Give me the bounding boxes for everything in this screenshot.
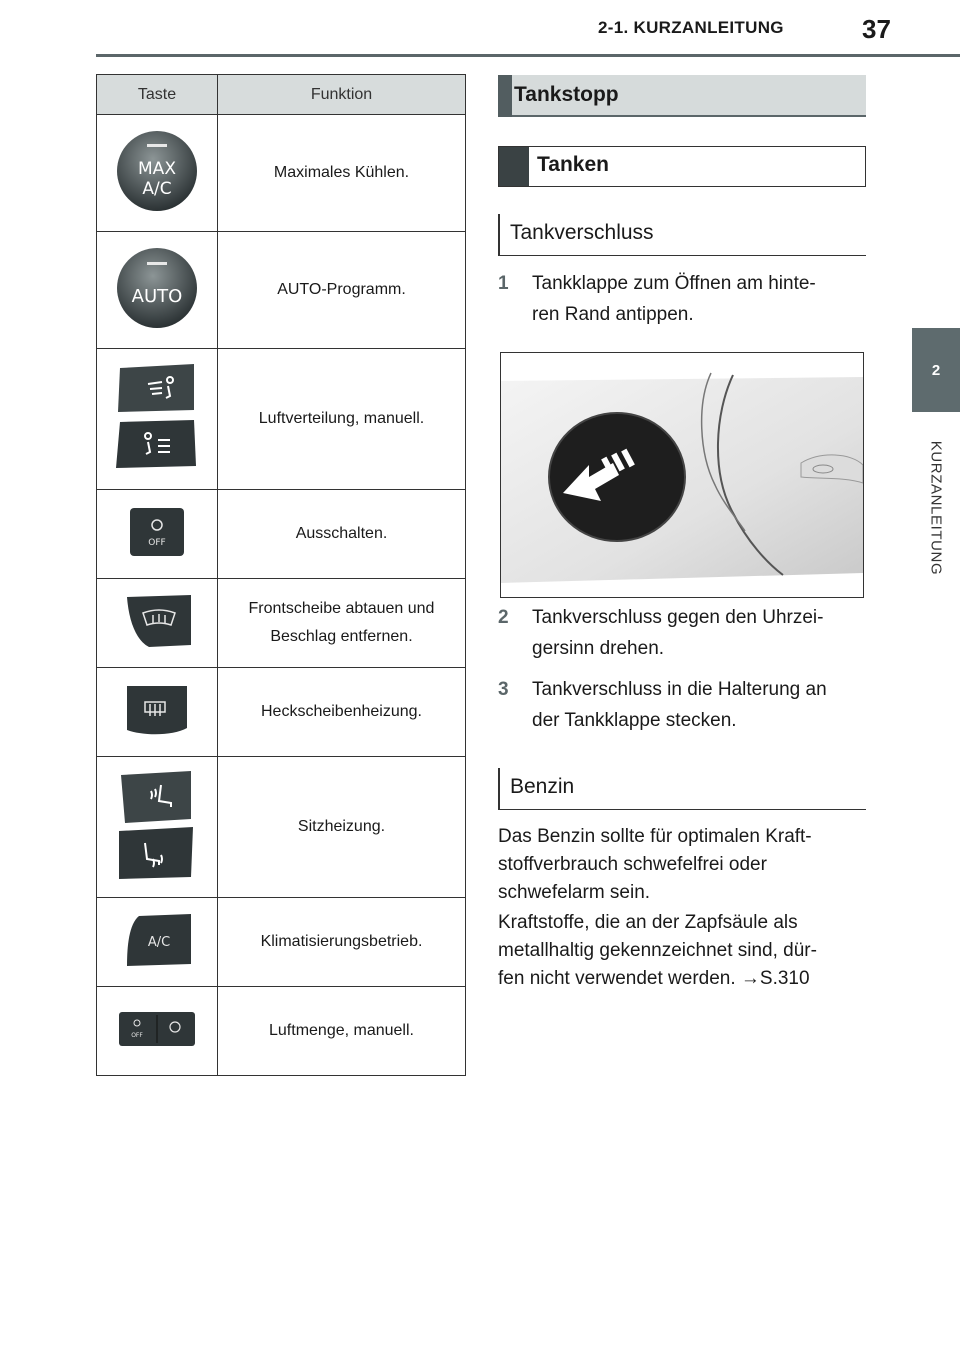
column-header-funktion: Funktion: [218, 75, 466, 115]
table-row: [97, 668, 466, 757]
table-header-row: [97, 75, 466, 115]
paragraph-line: Das Benzin sollte für optimalen Kraft-: [498, 826, 812, 847]
heading-bar: [498, 75, 512, 117]
step-number: 1: [498, 273, 509, 294]
seat-heating-buttons-icon: [97, 757, 218, 898]
step-item: [498, 268, 858, 330]
function-text: Klimatisierungsbetrieb.: [260, 933, 423, 950]
section-title: Tankstopp: [514, 83, 619, 106]
subsection-heading-tanken: [498, 146, 866, 187]
table-row: [97, 115, 466, 232]
column-header-taste: Taste: [97, 75, 218, 115]
table-row: [97, 898, 466, 987]
step-item: [498, 674, 858, 736]
function-text: Luftmenge, manuell.: [269, 1022, 414, 1039]
paragraph: [498, 909, 858, 993]
step-text-line: Tankklappe zum Öffnen am hinte-: [532, 273, 816, 294]
table-row: [97, 987, 466, 1076]
table-row: [97, 349, 466, 490]
function-text: Heckscheibenheizung.: [261, 703, 422, 720]
step-text-line: der Tankklappe stecken.: [532, 710, 737, 731]
function-text: Luftverteilung, manuell.: [258, 410, 425, 427]
air-distribution-buttons-icon: [97, 349, 218, 490]
step-text-line: ren Rand antippen.: [532, 304, 694, 325]
function-text: Sitzheizung.: [297, 818, 386, 835]
chapter-label: KURZANLEITUNG: [927, 440, 945, 576]
heading-bar: [499, 147, 529, 186]
step-text-line: Tankverschluss gegen den Uhrzei-: [532, 607, 824, 628]
step-item: [498, 602, 858, 664]
header-rule: [96, 54, 960, 57]
svg-text:OFF: OFF: [148, 537, 166, 548]
running-header: 2-1. KURZANLEITUNG: [598, 18, 784, 37]
svg-text:A/C: A/C: [147, 934, 171, 950]
rear-window-heating-button-icon: [97, 668, 218, 757]
paragraph-line: Kraftstoffe, die an der Zapfsäule als: [498, 912, 798, 933]
paragraph-line[interactable]: fen nicht verwendet werden. →S.310: [498, 968, 810, 989]
chapter-tab[interactable]: 2: [912, 328, 960, 412]
paragraph-line: stoffverbrauch schwefelfrei oder: [498, 854, 767, 875]
heading-benzin: [498, 768, 866, 810]
paragraph-line: schwefelarm sein.: [498, 882, 651, 903]
page-number: 37: [862, 14, 891, 44]
svg-text:MAX: MAX: [138, 158, 176, 179]
paragraph: [498, 823, 858, 907]
section-heading-tankstopp: [498, 75, 866, 117]
svg-text:OFF: OFF: [131, 1031, 143, 1039]
subsection-title: Tanken: [537, 153, 609, 176]
function-text: AUTO-Programm.: [277, 281, 406, 298]
table-row: [97, 232, 466, 349]
max-ac-button-icon: [97, 115, 218, 232]
svg-text:AUTO: AUTO: [131, 285, 183, 307]
svg-text:A/C: A/C: [142, 178, 172, 199]
heading-text: Benzin: [510, 775, 575, 798]
function-text-line: Beschlag entfernen.: [270, 628, 413, 645]
function-text: Ausschalten.: [295, 525, 388, 542]
ac-button-icon: [97, 898, 218, 987]
fan-off-button-icon: [97, 490, 218, 579]
paragraph-line: metallhaltig gekennzeichnet sind, dür-: [498, 940, 817, 961]
heading-text: Tankverschluss: [510, 221, 654, 244]
heading-tankverschluss: [498, 214, 866, 256]
table-row: [97, 757, 466, 898]
function-text-line: Frontscheibe abtauen und: [248, 600, 435, 617]
fuel-flap-illustration: [500, 352, 864, 598]
windshield-defrost-button-icon: [97, 579, 218, 668]
step-number: 3: [498, 679, 509, 700]
table-row: [97, 490, 466, 579]
fan-speed-button-icon: [97, 987, 218, 1076]
step-text-line: gersinn drehen.: [532, 638, 665, 659]
step-number: 2: [498, 607, 509, 628]
controls-table: [96, 74, 466, 1076]
auto-button-icon: [97, 232, 218, 349]
table-row: [97, 579, 466, 668]
function-text: Maximales Kühlen.: [273, 164, 410, 181]
step-text-line: Tankverschluss in die Halterung an: [532, 679, 827, 700]
